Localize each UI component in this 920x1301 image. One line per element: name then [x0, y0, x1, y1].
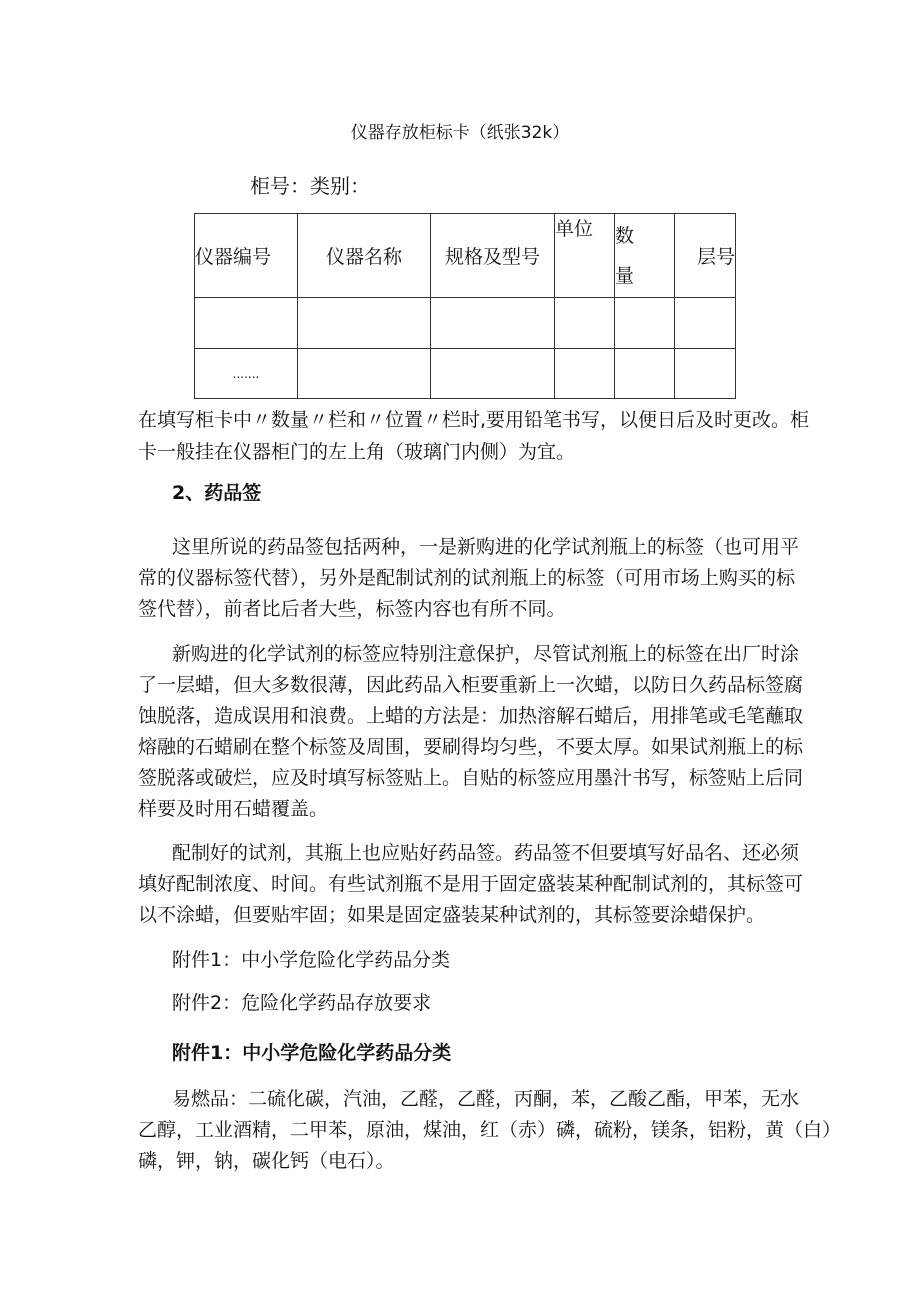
flammables-list-line: 乙醇，工业酒精，二甲苯，原油，煤油，红（赤）磷，硫粉，镁条，铝粉，黄（白） [138, 1119, 842, 1141]
table-cell [431, 298, 555, 349]
table-cell [675, 349, 736, 399]
paragraph-label-types-line: 这里所说的药品签包括两种，一是新购进的化学试剂瓶上的标签（也可用平 [172, 536, 800, 558]
paragraph-label-protection-line: 熔融的石蜡刷在整个标签及周围，要刷得均匀些，不要太厚。如果试剂瓶上的标 [138, 736, 804, 758]
paragraph-label-protection-line: 了一层蜡，但大多数很薄，因此药品入柜要重新上一次蜡，以防日久药品标签腐 [138, 674, 804, 696]
paragraph-label-types-line: 常的仪器标签代替），另外是配制试剂的试剂瓶上的标签（可用市场上购买的标 [138, 567, 795, 589]
instrument-card-table [194, 213, 736, 399]
card-title: 仪器存放柜标卡（纸张32k） [350, 123, 570, 143]
table-cell [555, 349, 615, 399]
header-cell: 仪器编号 [195, 214, 298, 298]
cabinet-card-note-line: 卡一般挂在仪器柜门的左上角（玻璃门内侧）为宜。 [138, 441, 576, 463]
paragraph-label-types-line: 签代替），前者比后者大些，标签内容也有所不同。 [138, 598, 566, 620]
table-header-row [195, 214, 736, 298]
paragraph-prepared-reagents-line: 以不涂蜡，但要贴牢固；如果是固定盛装某种试剂的，其标签要涂蜡保护。 [138, 904, 766, 926]
paragraph-prepared-reagents-line: 配制好的试剂，其瓶上也应贴好药品签。药品签不但要填写好品名、还必须 [172, 842, 800, 864]
header-cell: 层号 [675, 214, 736, 298]
appendix-link-2-line: 附件2：危险化学药品存放要求 [172, 992, 432, 1014]
paragraph-label-protection-line: 蚀脱落，造成误用和浪费。上蜡的方法是：加热溶解石蜡后，用排笔或毛笔蘸取 [138, 705, 804, 727]
table-cell [195, 298, 298, 349]
header-cell: 数量 [615, 214, 675, 298]
header-cell: 仪器名称 [298, 214, 431, 298]
paragraph-label-protection-line: 新购进的化学试剂的标签应特别注意保护，尽管试剂瓶上的标签在出厂时涂 [172, 643, 800, 665]
appendix-1-heading-line: 附件1：中小学危险化学药品分类 [172, 1042, 452, 1064]
table-cell: ....... [195, 349, 298, 399]
table-cell [555, 298, 615, 349]
header-cell: 单位 [555, 214, 615, 298]
paragraph-label-protection-line: 样要及时用石蜡覆盖。 [138, 798, 329, 820]
table-row [195, 349, 736, 399]
table-cell [615, 349, 675, 399]
table-cell [431, 349, 555, 399]
appendix-link-1-line: 附件1：中小学危险化学药品分类 [172, 949, 451, 971]
section-heading-drug-labels-line: 2、药品签 [172, 482, 262, 504]
table-cell [298, 349, 431, 399]
flammables-list-line: 易燃品：二硫化碳，汽油，乙醛，乙醛，丙酮，苯，乙酸乙酯，甲苯，无水 [172, 1088, 800, 1110]
header-cell: 规格及型号 [431, 214, 555, 298]
flammables-list-line: 磷，钾，钠，碳化钙（电石）。 [138, 1150, 395, 1172]
table-cell [298, 298, 431, 349]
table-row [195, 298, 736, 349]
table-cell [675, 298, 736, 349]
table-cell [615, 298, 675, 349]
cabinet-category-label: 柜号：类别： [250, 174, 370, 198]
paragraph-prepared-reagents-line: 填好配制浓度、时间。有些试剂瓶不是用于固定盛装某种配制试剂的，其标签可 [138, 873, 804, 895]
paragraph-label-protection-line: 签脱落或破烂，应及时填写标签贴上。自贴的标签应用墨汁书写，标签贴上后同 [138, 767, 804, 789]
cabinet-card-note-line: 在填写柜卡中〃数量〃栏和〃位置〃栏时,要用铅笔书写，以便日后及时更改。柜 [138, 409, 810, 431]
